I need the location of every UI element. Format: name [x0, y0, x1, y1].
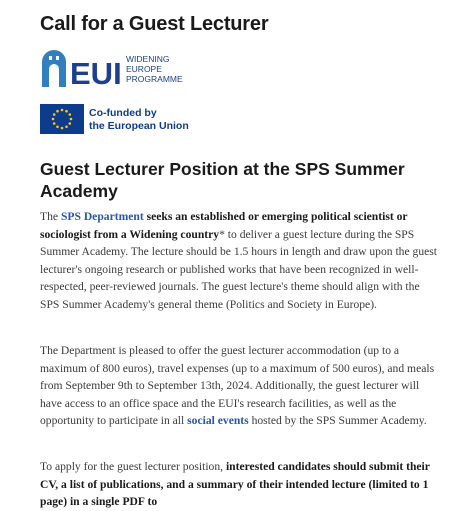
- eu-star: [52, 118, 55, 121]
- cofunded-line-2: the European Union: [89, 120, 189, 132]
- eui-widening-europe-logo: [40, 46, 190, 88]
- eu-star: [70, 118, 73, 121]
- eui-wordmark: EUI: [70, 56, 122, 88]
- eu-star: [53, 122, 56, 125]
- eu-flag-icon: [40, 104, 84, 134]
- bold-span: interested candidates should submit their CV, a list of publications, and a summary of their intended lecture (limited to 1 page) in a single PDF to: [40, 460, 430, 509]
- cofunded-label: [89, 107, 189, 133]
- eu-star: [53, 113, 56, 116]
- eu-star: [61, 127, 64, 130]
- cofunded-line-1: Co-funded by: [89, 107, 157, 119]
- page-title: Call for a Guest Lecturer: [40, 13, 269, 35]
- sps-department-link[interactable]: SPS Department: [60, 210, 144, 223]
- logo-tagline-1: WIDENING: [126, 54, 170, 64]
- text-span: The: [40, 210, 61, 223]
- eu-star: [68, 113, 71, 116]
- eu-star: [65, 125, 68, 128]
- bold-span: seeks an established or emerging political scientist or sociologist from a Widening country: [40, 210, 408, 241]
- eu-star: [61, 109, 64, 112]
- eu-star: [65, 110, 68, 113]
- eu-star: [68, 122, 71, 125]
- paragraph-intro: [40, 208, 440, 314]
- logo-tagline-3: PROGRAMME: [126, 74, 183, 84]
- eu-star: [56, 125, 59, 128]
- text-span: The Department is pleased to offer the guest lecturer accommodation (up to a maximum of 800 euros), travel expenses (up to a maximum of 500 euros), and meals from September 9th to September 13th, 2024. Additionally, the guest lecturer will have access to an office space and the EUI's research facilities, as well as the opportunity to participate in all: [40, 344, 435, 428]
- social-events-link[interactable]: social events: [187, 414, 249, 428]
- text-span: To apply for the guest lecturer position,: [40, 460, 226, 473]
- paragraph-offer: [40, 342, 440, 430]
- section-heading: Guest Lecturer Position at the SPS Summer Academy: [40, 159, 405, 201]
- logo-tagline-2: EUROPE: [126, 64, 162, 74]
- text-span: * to deliver a guest lecture during the SPS Summer Academy. The lecture should be 1.5 hours in length and draw upon the guest lecturer's ongoing research or published works that have been recognized in well-respected, peer-reviewed journals. The guest lecture's theme should align with the SPS Summer Academy's general theme (Politics and Society in Europe).: [40, 227, 438, 311]
- text-span: hosted by the SPS Summer Academy.: [248, 414, 427, 428]
- paragraph-apply: [40, 458, 440, 511]
- eu-star: [56, 110, 59, 113]
